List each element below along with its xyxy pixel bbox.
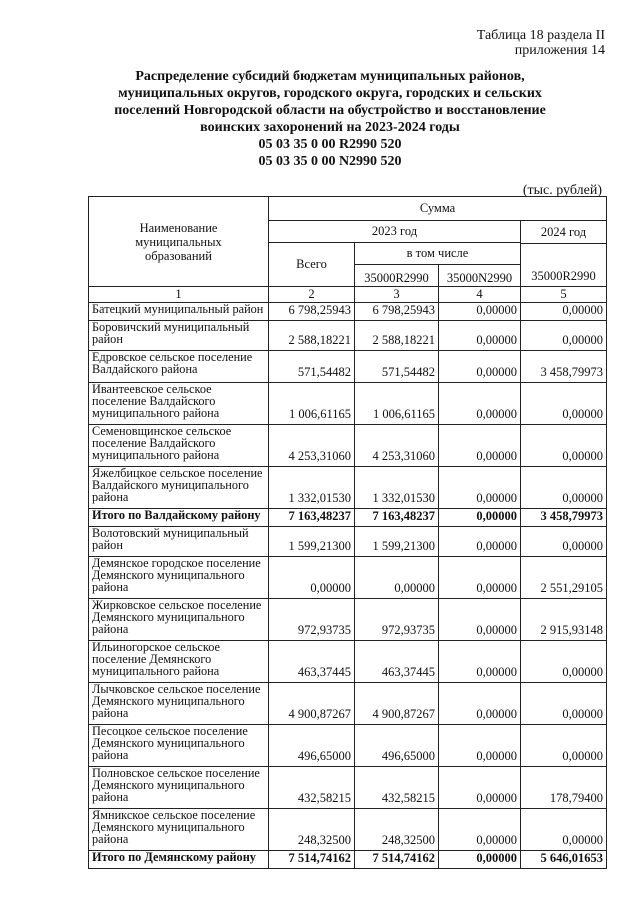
municipality-name-cell: Итого по Валдайскому району (89, 509, 269, 527)
total-cell: 6 798,25943 (269, 303, 355, 321)
r2990-cell: 571,54482 (355, 351, 439, 383)
total-cell: 4 900,87267 (269, 683, 355, 725)
n2990-cell: 0,00000 (439, 683, 521, 725)
table-row (89, 557, 607, 599)
table-row (89, 351, 607, 383)
municipality-name-cell: Яжелбицкое сельское поселение Валдайского муниципального района (89, 467, 269, 509)
table-row (89, 767, 607, 809)
r2990-cell: 2 588,18221 (355, 321, 439, 351)
r2990-cell: 4 900,87267 (355, 683, 439, 725)
column-index: 3 (355, 287, 439, 303)
title-line-1: Распределение субсидий бюджетам муниципальных районов, (135, 69, 525, 84)
header-year-2024-group (521, 221, 607, 287)
municipality-name-cell: Песоцкое сельское поселение Демянского муниципального района (89, 725, 269, 767)
municipality-name-cell: Едровское сельское поселение Валдайского района (89, 351, 269, 383)
header-year-2023: 2023 год (269, 221, 521, 243)
total-cell: 432,58215 (269, 767, 355, 809)
year-2024-cell: 0,00000 (521, 809, 607, 851)
column-index: 4 (439, 287, 521, 303)
table-row (89, 683, 607, 725)
column-index: 5 (521, 287, 607, 303)
total-cell: 1 599,21300 (269, 527, 355, 557)
total-cell: 571,54482 (269, 351, 355, 383)
municipality-name-cell: Боровичский муниципальный район (89, 321, 269, 351)
municipality-name-cell: Лычковское сельское поселение Демянского муниципального района (89, 683, 269, 725)
year-2024-cell: 2 915,93148 (521, 599, 607, 641)
r2990-cell: 1 006,61165 (355, 383, 439, 425)
r2990-cell: 1 599,21300 (355, 527, 439, 557)
year-2024-cell: 2 551,29105 (521, 557, 607, 599)
n2990-cell: 0,00000 (439, 599, 521, 641)
year-2024-cell: 0,00000 (521, 725, 607, 767)
table-row (89, 809, 607, 851)
title-line-4: воинских захоронений на 2023-2024 годы (200, 120, 460, 135)
r2990-cell: 432,58215 (355, 767, 439, 809)
title-line-3: поселений Новгородской области на обустройство и восстановление (114, 103, 546, 118)
table-row (89, 641, 607, 683)
n2990-cell: 0,00000 (439, 321, 521, 351)
column-index: 2 (269, 287, 355, 303)
n2990-cell: 0,00000 (439, 557, 521, 599)
header-sum: Сумма (269, 197, 607, 221)
table-row (89, 725, 607, 767)
r2990-cell: 972,93735 (355, 599, 439, 641)
total-cell: 7 514,74162 (269, 851, 355, 869)
r2990-cell: 248,32500 (355, 809, 439, 851)
n2990-cell: 0,00000 (439, 641, 521, 683)
table-total-row (89, 851, 607, 869)
r2990-cell: 463,37445 (355, 641, 439, 683)
budget-code-1: 05 03 35 0 00 R2990 520 (258, 137, 402, 152)
n2990-cell: 0,00000 (439, 351, 521, 383)
r2990-cell: 7 514,74162 (355, 851, 439, 869)
table-reference (477, 28, 605, 58)
year-2024-cell: 178,79400 (521, 767, 607, 809)
table-row (89, 467, 607, 509)
year-2024-cell: 0,00000 (521, 425, 607, 467)
table-row (89, 599, 607, 641)
total-cell: 463,37445 (269, 641, 355, 683)
column-index: 1 (89, 287, 269, 303)
table-row (89, 303, 607, 321)
municipality-name-cell: Ильиногорское сельское поселение Демянского муниципального района (89, 641, 269, 683)
municipality-name-cell: Ямникское сельское поселение Демянского муниципального района (89, 809, 269, 851)
header-code-n: 35000N2990 (439, 265, 521, 287)
r2990-cell: 6 798,25943 (355, 303, 439, 321)
n2990-cell: 0,00000 (439, 527, 521, 557)
r2990-cell: 496,65000 (355, 725, 439, 767)
year-2024-cell: 5 646,01653 (521, 851, 607, 869)
reference-line-2: приложения 14 (514, 43, 605, 58)
year-2024-cell: 0,00000 (521, 321, 607, 351)
table-total-row (89, 509, 607, 527)
year-2024-cell: 3 458,79973 (521, 351, 607, 383)
total-cell: 496,65000 (269, 725, 355, 767)
header-code-r: 35000R2990 (355, 265, 439, 287)
budget-code-2: 05 03 35 0 00 N2990 520 (258, 154, 402, 169)
municipality-name-cell: Волотовский муниципальный район (89, 527, 269, 557)
n2990-cell: 0,00000 (439, 467, 521, 509)
subsidy-table (88, 196, 607, 869)
r2990-cell: 0,00000 (355, 557, 439, 599)
n2990-cell: 0,00000 (439, 851, 521, 869)
document-title (70, 68, 590, 170)
municipality-name-cell: Демянское городское поселение Демянского муниципального района (89, 557, 269, 599)
header-year-2024: 2024 год (521, 221, 606, 244)
r2990-cell: 7 163,48237 (355, 509, 439, 527)
municipality-name-cell: Жирковское сельское поселение Демянского муниципального района (89, 599, 269, 641)
n2990-cell: 0,00000 (439, 425, 521, 467)
n2990-cell: 0,00000 (439, 509, 521, 527)
n2990-cell: 0,00000 (439, 303, 521, 321)
total-cell: 0,00000 (269, 557, 355, 599)
table-row (89, 383, 607, 425)
total-cell: 2 588,18221 (269, 321, 355, 351)
total-cell: 1 332,01530 (269, 467, 355, 509)
table-row (89, 527, 607, 557)
municipality-name-cell: Итого по Демянскому району (89, 851, 269, 869)
reference-line-1: Таблица 18 раздела II (476, 28, 605, 43)
municipality-name-cell: Семеновщинское сельское поселение Валдайского муниципального района (89, 425, 269, 467)
year-2024-cell: 0,00000 (521, 641, 607, 683)
table-row (89, 321, 607, 351)
n2990-cell: 0,00000 (439, 383, 521, 425)
n2990-cell: 0,00000 (439, 725, 521, 767)
header-code-2024: 35000R2990 (531, 269, 596, 283)
r2990-cell: 4 253,31060 (355, 425, 439, 467)
header-including: в том числе (355, 243, 521, 265)
r2990-cell: 1 332,01530 (355, 467, 439, 509)
year-2024-cell: 3 458,79973 (521, 509, 607, 527)
total-cell: 248,32500 (269, 809, 355, 851)
units-label: (тыс. рублей) (522, 183, 602, 198)
municipality-name-cell: Полновское сельское поселение Демянского муниципального района (89, 767, 269, 809)
column-index-row (89, 287, 607, 303)
year-2024-cell: 0,00000 (521, 383, 607, 425)
total-cell: 7 163,48237 (269, 509, 355, 527)
total-cell: 1 006,61165 (269, 383, 355, 425)
municipality-name-cell: Батецкий муниципальный район (89, 303, 269, 321)
header-name: Наименование муниципальных образований (89, 197, 269, 287)
n2990-cell: 0,00000 (439, 809, 521, 851)
total-cell: 972,93735 (269, 599, 355, 641)
year-2024-cell: 0,00000 (521, 683, 607, 725)
n2990-cell: 0,00000 (439, 767, 521, 809)
total-cell: 4 253,31060 (269, 425, 355, 467)
header-total: Всего (269, 243, 355, 287)
table-row (89, 425, 607, 467)
year-2024-cell: 0,00000 (521, 467, 607, 509)
year-2024-cell: 0,00000 (521, 303, 607, 321)
title-line-2: муниципальных округов, городского округа, городских и сельских (118, 86, 542, 101)
year-2024-cell: 0,00000 (521, 527, 607, 557)
municipality-name-cell: Ивантеевское сельское поселение Валдайского муниципального района (89, 383, 269, 425)
